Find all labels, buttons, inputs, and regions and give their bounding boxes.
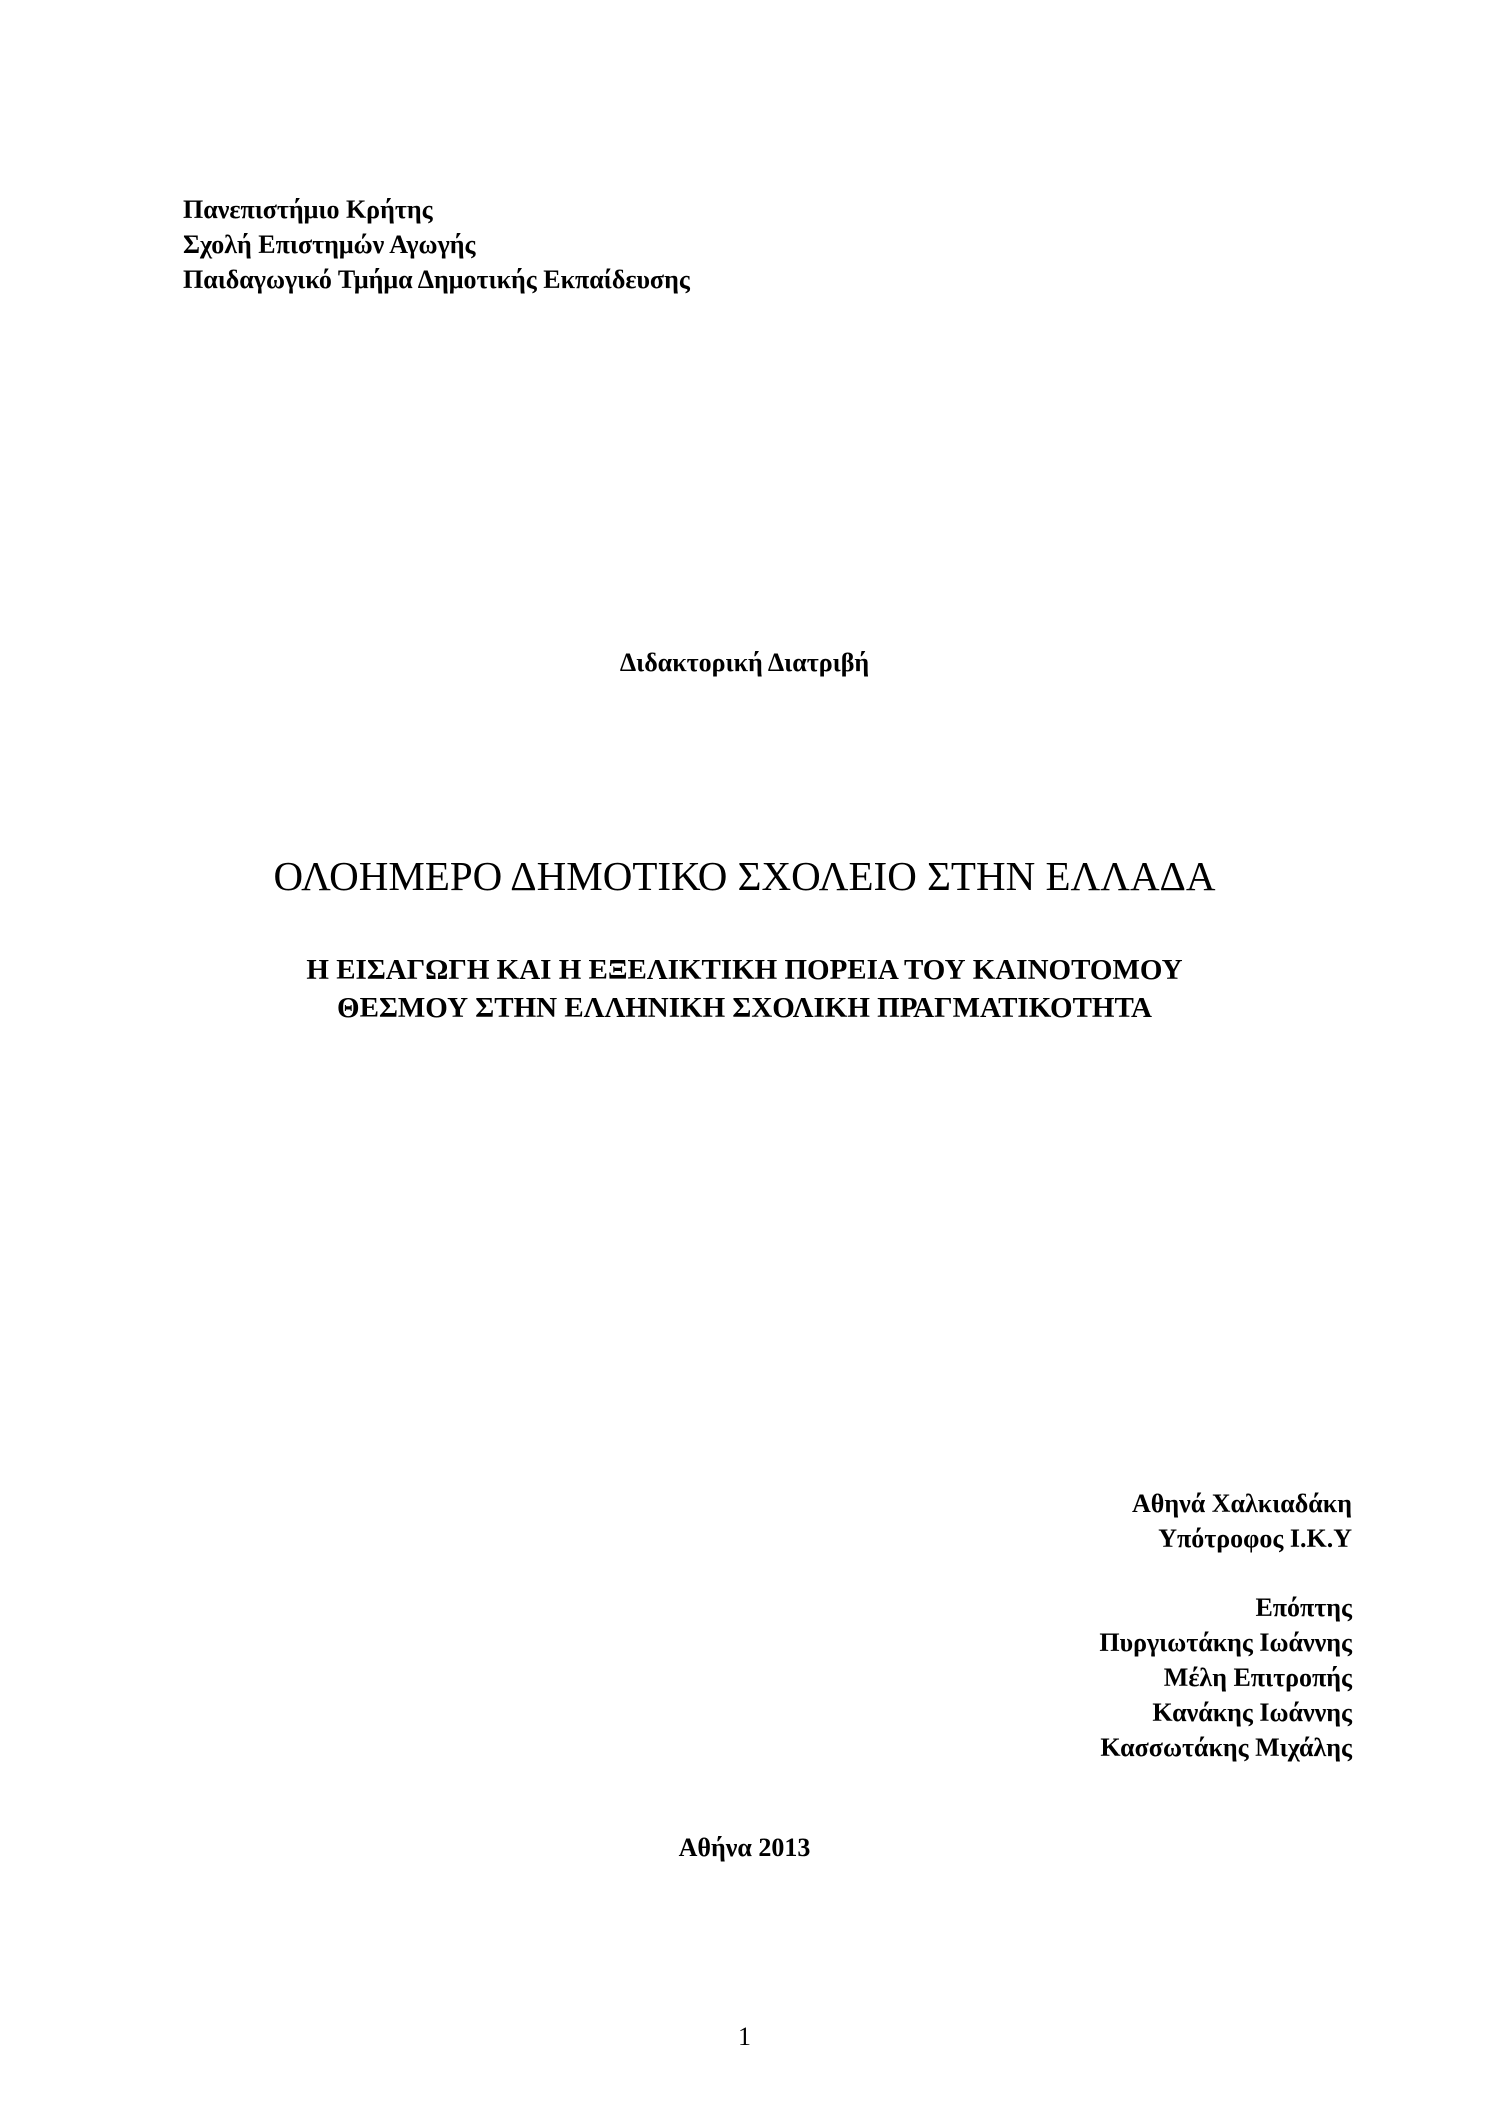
author-name: Αθηνά Χαλκιαδάκη xyxy=(1131,1489,1352,1518)
author-committee-block xyxy=(1099,1486,1352,1765)
page-number: 1 xyxy=(738,2022,751,2051)
thesis-title: ΟΛΟΗΜΕΡΟ ΔΗΜΟΤΙΚΟ ΣΧΟΛΕΙΟ ΣΤΗΝ ΕΛΛΑΔΑ xyxy=(273,853,1216,899)
subtitle-line-2: ΘΕΣΜΟΥ ΣΤΗΝ ΕΛΛΗΝΙΚΗ ΣΧΟΛΙΚΗ ΠΡΑΓΜΑΤΙΚΟΤΗΤΑ xyxy=(337,992,1152,1024)
supervisor-label: Επόπτης xyxy=(1255,1593,1352,1622)
committee-member: Κασσωτάκης Μιχάλης xyxy=(1100,1733,1352,1762)
department-name: Παιδαγωγικό Τμήμα Δημοτικής Εκπαίδευσης xyxy=(183,265,690,294)
place-and-year: Αθήνα 2013 xyxy=(678,1833,811,1862)
university-name: Πανεπιστήμιο Κρήτης xyxy=(183,195,433,224)
committee-member: Κανάκης Ιωάννης xyxy=(1152,1698,1352,1727)
subtitle-line-1: Η ΕΙΣΑΓΩΓΗ ΚΑΙ Η ΕΞΕΛΙΚΤΙΚΗ ΠΟΡΕΙΑ ΤΟΥ ΚΑΙΝΟΤΟΜΟΥ xyxy=(306,954,1183,986)
thesis-subtitle xyxy=(0,951,1489,1027)
school-name: Σχολή Επιστημών Αγωγής xyxy=(183,230,476,259)
spacer xyxy=(1099,1556,1352,1590)
thesis-type: Διδακτορική Διατριβή xyxy=(619,648,870,677)
committee-members-label: Μέλη Επιτροπής xyxy=(1163,1663,1352,1692)
supervisor-name: Πυργιωτάκης Ιωάννης xyxy=(1099,1628,1352,1657)
author-status: Υπότροφος Ι.Κ.Υ xyxy=(1158,1524,1352,1553)
institution-header xyxy=(183,192,690,297)
